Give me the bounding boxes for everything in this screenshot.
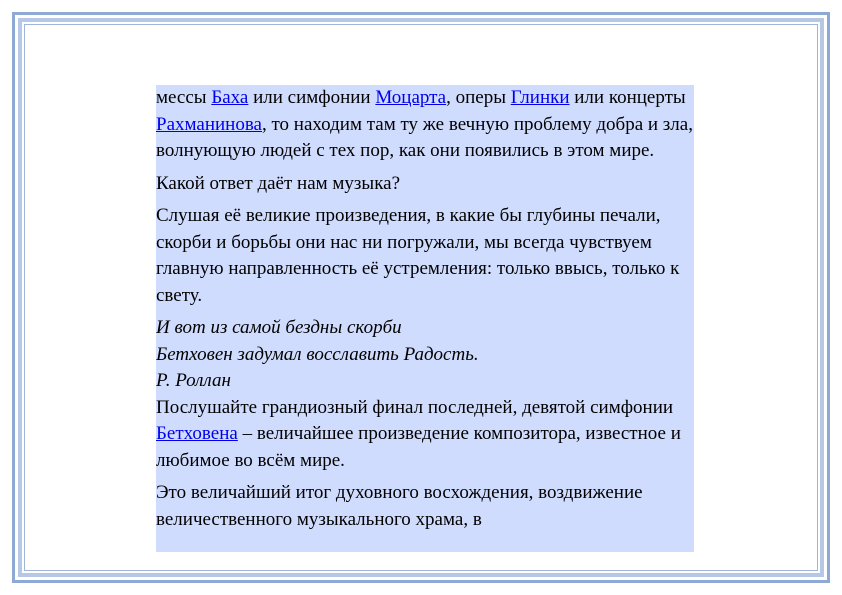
text-segment: или концерты	[569, 87, 686, 108]
quote-line-2: Бетховен задумал восславить Радость.	[156, 343, 479, 365]
paragraph-5: Это величайший итог духовного восхождения, воздвижение величественного музыкального храма, в	[156, 482, 643, 530]
quote-author: Р. Роллан	[156, 370, 231, 391]
link-mozart[interactable]: Моцарта	[375, 87, 447, 108]
text-segment: Послушайте грандиозный финал последней, девятой симфонии	[156, 396, 674, 418]
text-segment: мессы	[156, 87, 212, 108]
paragraph-2: Какой ответ даёт нам музыка?	[156, 172, 401, 194]
quote-line-1: И вот из самой бездны скорби	[156, 317, 402, 338]
paragraph-3: Слушая её великие произведения, в какие бы глубины печали, скорби и борьбы они нас ни погружали, мы всегда чувствуем главную направленность её устремления: только ввысь, только к свету.	[156, 205, 680, 306]
link-glinka[interactable]: Глинки	[510, 87, 570, 108]
paragraph-4	[156, 395, 694, 475]
link-rachmaninov[interactable]: Рахманинова	[156, 113, 262, 135]
link-beethoven[interactable]: Бетховена	[156, 423, 238, 444]
paragraph-1	[156, 85, 694, 165]
link-bach[interactable]: Баха	[211, 87, 249, 108]
text-box	[156, 85, 694, 552]
text-segment: , оперы	[446, 87, 511, 108]
text-segment: или симфонии	[248, 87, 376, 108]
text-segment: – величайшее произведение композитора, известное и любимое во всём мире.	[156, 423, 681, 471]
text-segment: , то находим там ту же вечную проблему добра и зла, волнующую людей с тех пор, как они появились в этом мире.	[156, 113, 693, 161]
